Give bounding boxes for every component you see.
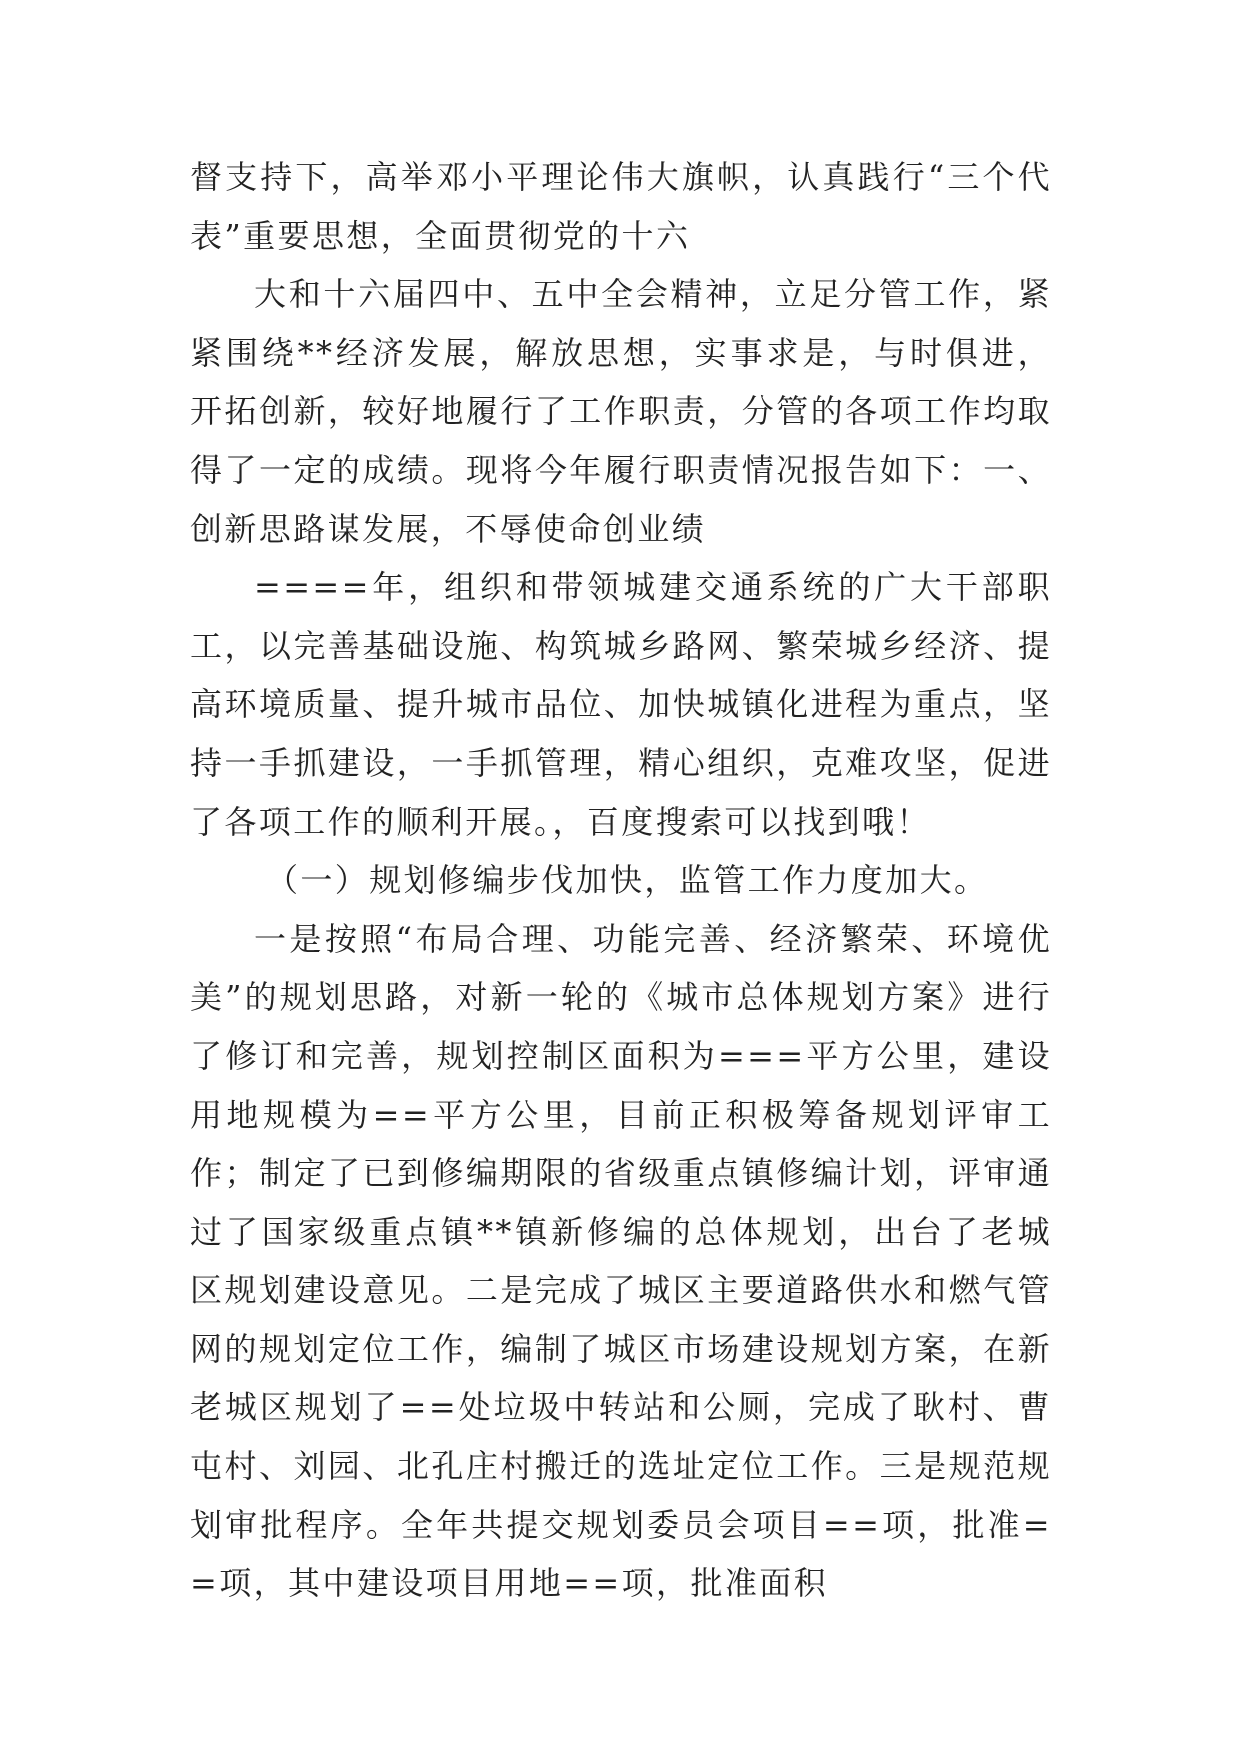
paragraph-4: 一是按照“布局合理、功能完善、经济繁荣、环境优美”的规划思路，对新一轮的《城市总体规划方案》进行了修订和完善，规划控制区面积为===平方公里，建设用地规模为==平方公里，目前正积极筹备规划评审工作；制定了已到修编期限的省级重点镇修编计划，评审通过了国家级重点镇**镇新修编的总体规划，出台了老城区规划建设意见。二是完成了城区主要道路供水和燃气管网的规划定位工作，编制了城区市场建设规划方案，在新老城区规划了==处垃圾中转站和公厕，完成了耿村、曹屯村、刘园、北孔庄村搬迁的选址定位工作。三是规范规划审批程序。全年共提交规划委员会项目==项，批准==项，其中建设项目用地==项，批准面积 <box>190 919 1052 1603</box>
paragraph-3: ====年，组织和带领城建交通系统的广大干部职工，以完善基础设施、构筑城乡路网、繁荣城乡经济、提高环境质量、提升城市品位、加快城镇化进程为重点，坚持一手抓建设，一手抓管理，精心组织，克难攻坚，促进了各项工作的顺利开展。，百度搜索可以找到哦！ <box>190 568 1052 841</box>
paragraph-1: 督支持下，高举邓小平理论伟大旗帜，认真践行“三个代表”重要思想，全面贯彻党的十六 <box>190 158 1052 255</box>
document-body <box>190 148 1052 1613</box>
section-heading-1: （一）规划修编步伐加快，监管工作力度加大。 <box>266 861 989 900</box>
paragraph-2: 大和十六届四中、五中全会精神，立足分管工作，紧紧围绕**经济发展，解放思想，实事求是，与时俱进，开拓创新，较好地履行了工作职责，分管的各项工作均取得了一定的成绩。现将今年履行职责情况报告如下：一、创新思路谋发展，不辱使命创业绩 <box>190 275 1052 548</box>
